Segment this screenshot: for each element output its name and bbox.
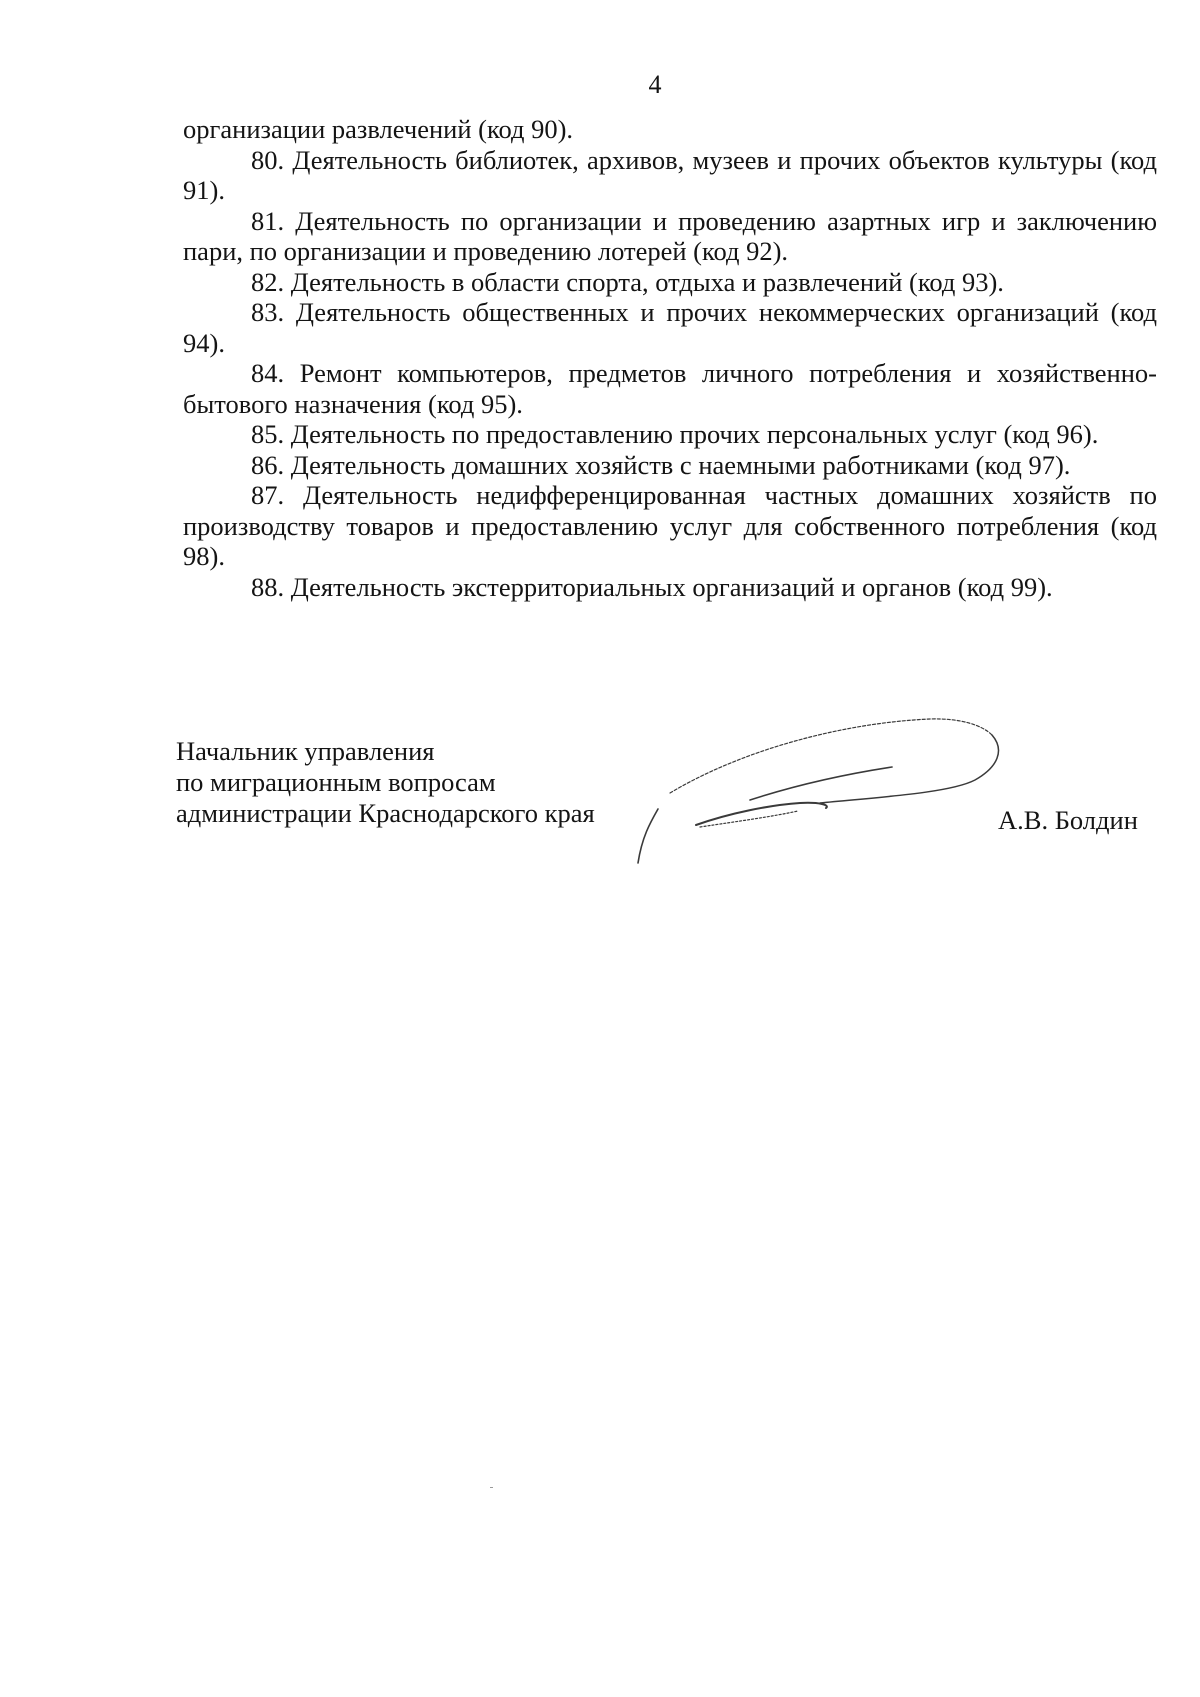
paragraph-item-80: 80. Деятельность библиотек, архивов, музеев и прочих объектов культуры (код 91).	[183, 144, 1157, 205]
paragraph-continuation: организации развлечений (код 90).	[183, 114, 574, 144]
paragraph-item-85: 85. Деятельность по предоставлению прочих персональных услуг (код 96).	[251, 419, 1099, 449]
document-body	[183, 114, 1157, 602]
paragraph-item-83: 83. Деятельность общественных и прочих некоммерческих организаций (код 94).	[183, 297, 1157, 358]
paragraph-item-87: 87. Деятельность недифференцированная частных домашних хозяйств по производству товаров и предоставлению услуг для собственного потребления (код 98).	[183, 480, 1157, 571]
paragraph-item-86: 86. Деятельность домашних хозяйств с наемными работниками (код 97).	[251, 449, 1071, 480]
signer-position	[176, 736, 595, 829]
signature-stroke	[750, 767, 892, 800]
signature-stroke	[638, 809, 658, 863]
position-line: администрации Краснодарского края	[176, 798, 595, 828]
signer-name: А.В. Болдин	[998, 805, 1138, 835]
paragraph-item-82: 82. Деятельность в области спорта, отдыха и развлечений (код 93).	[251, 266, 1004, 297]
page-number: 4	[648, 70, 662, 99]
signature-stroke	[696, 803, 827, 825]
paragraph-item-81: 81. Деятельность по организации и проведению азартных игр и заключению пари, по организации и проведению лотерей (код 92).	[183, 205, 1157, 266]
signature-stroke	[670, 719, 992, 793]
paragraph-item-84: 84. Ремонт компьютеров, предметов личного потребления и хозяйственно-бытового назначения (код 95).	[183, 358, 1157, 419]
position-line: по миграционным вопросам	[176, 767, 496, 797]
scan-artifact	[490, 1487, 493, 1488]
signature-stroke	[820, 735, 998, 803]
position-line: Начальник управления	[176, 736, 435, 766]
handwritten-signature	[630, 705, 1050, 865]
paragraph-item-88: 88. Деятельность экстерриториальных организаций и органов (код 99).	[251, 571, 1053, 602]
